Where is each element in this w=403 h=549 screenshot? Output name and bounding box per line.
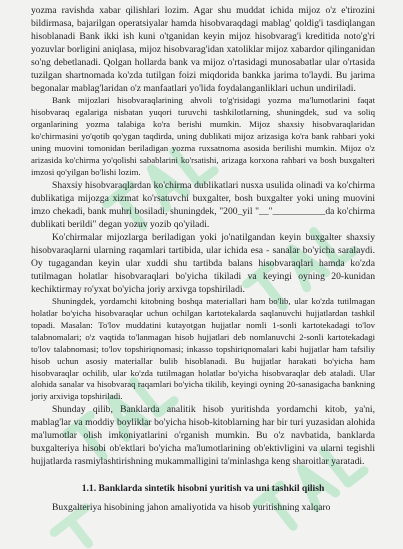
document-body	[31, 4, 375, 515]
paragraph-4: Ko'chirmalar mijozlarga beriladigan yoki jo'natilgandan keyin buxgalter shaxsiy hisobvaraqlarni ularning raqamlari tartibida, ular ichida esa - sanalar bo'yicha saralaydi. Oy tugagandan keyin ular xuddi shu tartibda balans hisobvaraqlari hamda ko'zda tutilmagan holatlar hisobvaraqlari bo'yicha tikiladi va keyingi oyning 20-kunidan kechiktirmay ro'yxat bo'yicha joriy arxivga topshiriladi.	[31, 231, 375, 296]
section-heading: 1.1. Banklarda sintetik hisobni yuritish va uni tashkil qilish	[81, 483, 325, 495]
paragraph-6: Shunday qilib, Banklarda analitik hisob yuritishda yordamchi kitob, ya'ni, mablag'lar va moddiy boyliklar bo'yicha hisob-kitoblarning har bir turi yuzasidan alohida ma'lumotlar olish imkoniyatlarini o'rganish mumkin. Bu o'z navbatida, banklarda buxgalteriya hisobi ob'ektlari bo'yicha ma'lumotlarining ob'ektivligini va ularni tegishli hujjatlarda rasmiylashtirishning mukammalligini ta'minlashga keng sharoitlar yaratadi.	[31, 404, 375, 468]
paragraph-1: yozma ravishda xabar qilishlari lozim. Agar shu muddat ichida mijoz o'z e'tirozini bildirmasa, bajarilgan operatsiyalar hamda hisobvaraqdagi mablag' qoldig'i tasdiqlangan hisoblanadi Bank ikki ish kuni o'tganidan keyin mijoz hisobvarag'i kreditida noto'g'ri yozuvlar borligini aniqlasa, mijoz hisobvarag'idan xatoliklar mijoz xabardor qilinganidan so'ng debetlanadi. Qolgan hollarda bank va mijoz o'rtasidagi munosabatlar ular o'rtasida tuzilgan shartnomada ko'zda tutilgan foizi miqdorida bankka jarima to'laydi. Bu jarima begonalar mablag'laridan o'z manfaatlari yo'lida foydalanganliklari uchun undiriladi.	[31, 5, 375, 95]
paragraph-3: Shaxsiy hisobvaraqlardan ko'chirma dublikatlari nusxa usulida olinadi va ko'chirma dublikatiga mijozga xizmat ko'rsatuvchi buxgalter, bosh buxgalter yoki uning muovini imzo chekadi, bank muhri bosiladi, shuningdek, "200_yil "__"___________da ko'chirma dublikati berildi" degan yozuv yozib qo'yiladi.	[31, 179, 375, 230]
paragraph-5: Shuningdek, yordamchi kitobning boshqa materiallari ham bo'lib, ular ko'zda tutilmagan holatlar bo'yicha hisobvaraqlar uchun ochilgan kartotekalarda saqlanuvchi hujjatlardan tashkil topadi. Masalan: To'lov muddatini kutayotgan hujjatlar nomli 1-sonli kartotekadagi to'lov talabnomalari; o'z vaqtida to'lanmagan hisob hujjatlari deb nomlanuvchi 2-sonli kartotekadagi to'lov talabnomasi; to'lov topshiriqnomasi; inkasso topshiriqnomalari kabi hujjatlar ham tafsiliy hisob uchun asosiy materiallar bulib hisoblanadi. Bu hujjatlar harakati bo'yicha ham hisobvaraqlar ochilib, ular ko'zda tutilmagan holatlar bo'yicha hisobvaraqlar deb ataladi. Ular alohida sanalar va hisobvaraq raqamlari bo'yicha tikilib, keyingi oyning 20-sanasigacha bankning joriy arxiviga topshiriladi.	[31, 296, 375, 402]
paragraph-2: Bank mijozlari hisobvaraqlarining ahvoli to'g'risidagi yozma ma'lumotlarini faqat hisobvaraq egalariga nisbatan yuqori turuvchi tashkilotlarning, shuningdek, sud va soliq organlarining yozma talabiga ko'ra berishi mumkin. Mijoz shaxsiy hisobvaraqlaridan ko'chirmasini yo'qotib qo'ygan taqdirda, uning dublikati mijoz arizasiga ko'ra bank rahbari yoki uning muovini tomonidan beriladigan yozma ruxsatnoma asosida berilishi mumkin. Mijoz o'z arizasida ko'chirma yo'qolishi sabablarini ko'rsatishi, arizaga korxona rahbari va bosh buxgalteri imzosi qo'yilgan bo'lishi lozim.	[31, 95, 375, 177]
paragraph-last-line: Buxgalteriya hisobining jahon amaliyotida va hisob yuritishning xalqaro	[52, 502, 331, 514]
